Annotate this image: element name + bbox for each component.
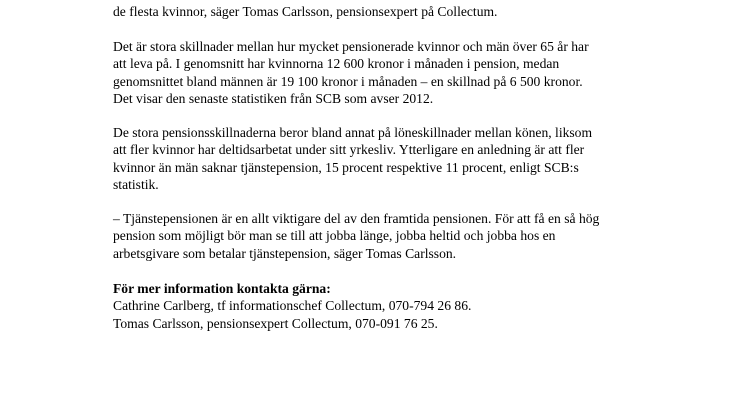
text-line: att leva på. I genomsnitt har kvinnorna 12 600 kronor i månaden i pension, medan [113, 56, 560, 72]
text-line: att fler kvinnor har deltidsarbetat under sitt yrkesliv. Ytterligare en anledning är att fler [113, 142, 585, 158]
paragraph-causes [113, 124, 733, 194]
text-line: kvinnor än män saknar tjänstepension, 15 procent respektive 11 procent, enligt SCB:s [113, 159, 579, 175]
paragraph-pension-gap [113, 38, 733, 108]
text-line: pension som möjligt bör man se till att jobba länge, jobba heltid och jobba hos en [113, 228, 556, 244]
paragraph-quote [113, 210, 733, 262]
text-line: – Tjänstepensionen är en allt viktigare del av den framtida pensionen. För att få en så hög [113, 211, 600, 226]
text-line: genomsnittet bland männen är 19 100 kronor i månaden – en skillnad på 6 500 kronor. [113, 73, 583, 89]
intro-paragraph [113, 3, 733, 20]
contact-line: Tomas Carlsson, pensionsexpert Collectum, 070-091 76 25. [113, 315, 438, 331]
text-line: statistik. [113, 177, 159, 193]
contact-heading: För mer information kontakta gärna: [113, 281, 331, 296]
contact-section [113, 280, 733, 332]
text-line: Det visar den senaste statistiken från SCB som avser 2012. [113, 91, 434, 107]
text-line: Det är stora skillnader mellan hur mycket pensionerade kvinnor och män över 65 år har [113, 39, 589, 54]
text-line: arbetsgivare som betalar tjänstepension, säger Tomas Carlsson. [113, 245, 457, 261]
contact-line: Cathrine Carlberg, tf informationschef Collectum, 070-794 26 86. [113, 298, 472, 314]
text-line: De stora pensionsskillnaderna beror bland annat på löneskillnader mellan könen, liksom [113, 125, 593, 140]
text-line: de flesta kvinnor, säger Tomas Carlsson, pensionsexpert på Collectum. [113, 4, 498, 19]
